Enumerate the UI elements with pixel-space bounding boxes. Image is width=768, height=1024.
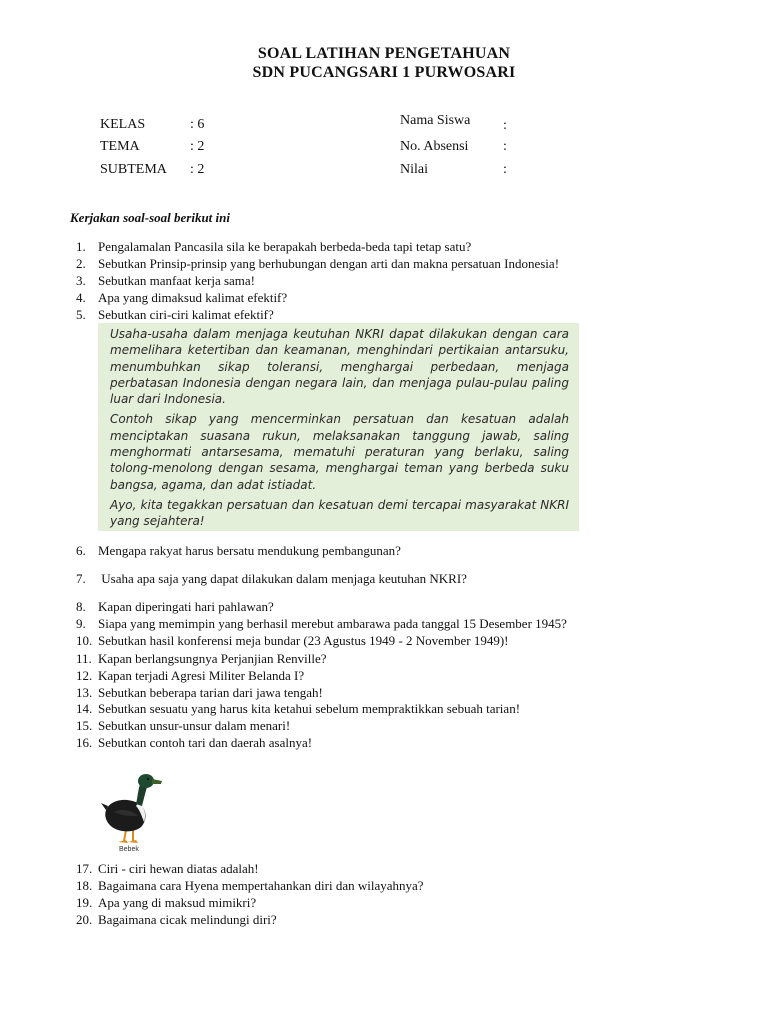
reading-passage xyxy=(98,323,579,531)
question-item: 14. Sebutkan sesuatu yang harus kita ketahui sebelum mempraktikkan sebuah tarian! xyxy=(76,701,521,716)
question-item: 19. Apa yang di maksud mimikri? xyxy=(76,895,257,910)
question-item: 2. Sebutkan Prinsip-prinsip yang berhubungan dengan arti dan makna persatuan Indonesia! xyxy=(76,256,560,271)
page-title: SOAL LATIHAN PENGETAHUAN xyxy=(257,45,511,62)
passage-paragraph: Contoh sikap yang mencerminkan persatuan dan kesatuan adalah menciptakan suasana rukun, melaksanakan tanggung jawab, saling menghormati antarsesama, mematuhi peraturan yang berlaku, saling tolong-menolong dengan sesama, menghargai teman yang berbeda suku bangsa, agama, dan adat istiadat. xyxy=(110,412,569,492)
question-item: 10. Sebutkan hasil konferensi meja bundar (23 Agustus 1949 - 2 November 1949)! xyxy=(76,633,509,648)
info-value-kelas: : 6 xyxy=(190,117,205,132)
question-item: 1. Pengalamalan Pancasila sila ke berapakah berbeda-beda tapi tetap satu? xyxy=(76,239,472,254)
info-label-kelas: KELAS xyxy=(100,117,146,132)
question-item: 18. Bagaimana cara Hyena mempertahankan diri dan wilayahnya? xyxy=(76,878,424,893)
question-item: 3. Sebutkan manfaat kerja sama! xyxy=(76,273,256,288)
question-item: 8. Kapan diperingati hari pahlawan? xyxy=(76,599,274,614)
passage-paragraph: Usaha-usaha dalam menjaga keutuhan NKRI dapat dilakukan dengan cara memelihara ketertiban dan keamanan, menghindari pertikaian antarsuku, menumbuhkan sikap toleransi, menghargai perbedaan, menjaga perbatasan Indonesia dengan negara lain, dan menjaga pulau-pulau paling luar dari Indonesia. xyxy=(110,327,569,407)
info-value-nilai: : xyxy=(503,162,507,177)
info-value-absensi: : xyxy=(503,139,507,154)
info-label-tema: TEMA xyxy=(100,139,140,154)
passage-paragraph: Ayo, kita tegakkan persatuan dan kesatuan demi tercapai masyarakat NKRI yang sejahtera! xyxy=(110,497,569,529)
question-item: 20. Bagaimana cicak melindungi diri? xyxy=(76,912,277,927)
image-caption: Bebek xyxy=(119,846,139,853)
question-item: 13. Sebutkan beberapa tarian dari jawa tengah! xyxy=(76,685,323,700)
info-label-subtema: SUBTEMA xyxy=(100,162,167,177)
info-label-nama: Nama Siswa xyxy=(400,113,471,128)
info-value-tema: : 2 xyxy=(190,139,205,154)
question-item: 9. Siapa yang memimpin yang berhasil merebut ambarawa pada tanggal 15 Desember 1945? xyxy=(76,616,567,631)
question-item: 11. Kapan berlangsungnya Perjanjian Renville? xyxy=(76,651,327,666)
question-item: 17. Ciri - ciri hewan diatas adalah! xyxy=(76,861,259,876)
info-value-nama: : xyxy=(503,118,507,133)
school-name: SDN PUCANGSARI 1 PURWOSARI xyxy=(252,64,516,81)
info-value-subtema: : 2 xyxy=(190,162,205,177)
question-item: 7. Usaha apa saja yang dapat dilakukan dalam menjaga keutuhan NKRI? xyxy=(76,571,467,586)
question-item: 12. Kapan terjadi Agresi Militer Belanda I? xyxy=(76,668,305,683)
info-label-absensi: No. Absensi xyxy=(400,139,469,154)
info-label-nilai: Nilai xyxy=(400,162,428,177)
duck-icon xyxy=(100,770,170,850)
question-item: 5. Sebutkan ciri-ciri kalimat efektif? xyxy=(76,307,274,322)
question-item: 15. Sebutkan unsur-unsur dalam menari! xyxy=(76,718,291,733)
question-item: 4. Apa yang dimaksud kalimat efektif? xyxy=(76,290,288,305)
question-item: 16. Sebutkan contoh tari dan daerah asalnya! xyxy=(76,735,313,750)
instruction: Kerjakan soal-soal berikut ini xyxy=(70,210,230,225)
question-item: 6. Mengapa rakyat harus bersatu mendukung pembangunan? xyxy=(76,543,401,558)
